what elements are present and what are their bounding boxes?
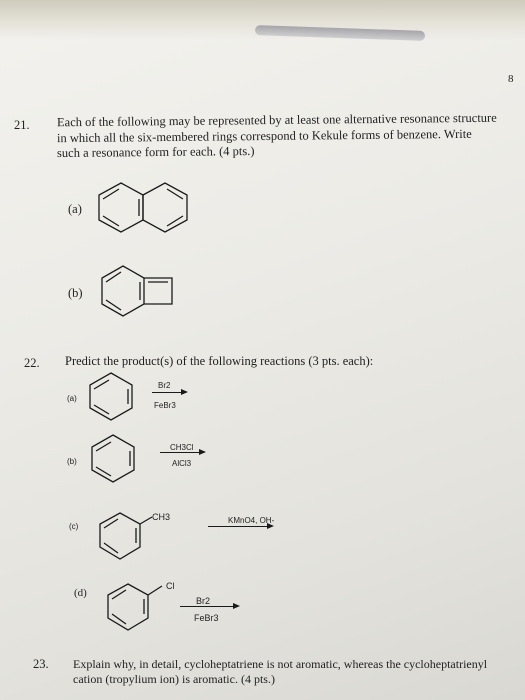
benzene-structure-a — [86, 370, 136, 422]
q22b-reaction-arrow — [160, 452, 204, 453]
q21-text-line2: in which all the six-membered rings correspond to Kekule forms of benzene. Write — [56, 126, 472, 146]
q22c-reagent-top: KMnO4, OH- — [228, 516, 275, 525]
q22a-reagent-bottom: FeBr3 — [154, 401, 176, 410]
q23-text-line1: Explain why, in detail, cycloheptatriene is not aromatic, whereas the cycloheptatrienyl — [73, 657, 488, 671]
q22d-reaction-arrow — [180, 606, 238, 607]
q22c-substituent: CH3 — [152, 512, 171, 522]
q22c-reaction-arrow — [208, 526, 272, 527]
q22b-reagent-bottom: AlCl3 — [172, 459, 192, 468]
toluene-structure — [96, 505, 160, 565]
q22-prompt: Predict the product(s) of the following reactions (3 pts. each): — [65, 354, 374, 368]
q21-number: 21. — [14, 118, 30, 132]
q21-part-b-label: (b) — [68, 286, 83, 300]
q21-part-a-label: (a) — [68, 202, 82, 216]
q22a-label: (a) — [67, 394, 77, 403]
q23-number: 23. — [33, 657, 49, 671]
q22c-label: (c) — [69, 522, 79, 531]
benzocyclobutadiene-structure — [98, 262, 188, 322]
chlorobenzene-structure — [104, 576, 168, 636]
q22d-substituent: Cl — [166, 581, 175, 591]
q21-text-line1: Each of the following may be represented by at least one alternative resonance structure — [56, 110, 497, 130]
q22d-reagent-bottom: FeBr3 — [194, 613, 219, 623]
q22b-reagent-top: CH3Cl — [170, 443, 194, 452]
q22d-label: (d) — [74, 587, 87, 599]
q22a-reagent-top: Br2 — [158, 381, 171, 390]
q21-text-line3: such a resonance form for each. (4 pts.) — [56, 143, 255, 161]
naphthalene-structure — [95, 178, 195, 238]
q22-number: 22. — [24, 356, 40, 370]
q23-text-line2: cation (tropylium ion) is aromatic. (4 pts.) — [73, 672, 275, 686]
benzene-structure-b — [88, 432, 138, 484]
q22a-reaction-arrow — [152, 392, 186, 393]
page-number: 8 — [508, 73, 514, 85]
q22b-label: (b) — [67, 457, 77, 466]
q22d-reagent-top: Br2 — [196, 596, 211, 606]
